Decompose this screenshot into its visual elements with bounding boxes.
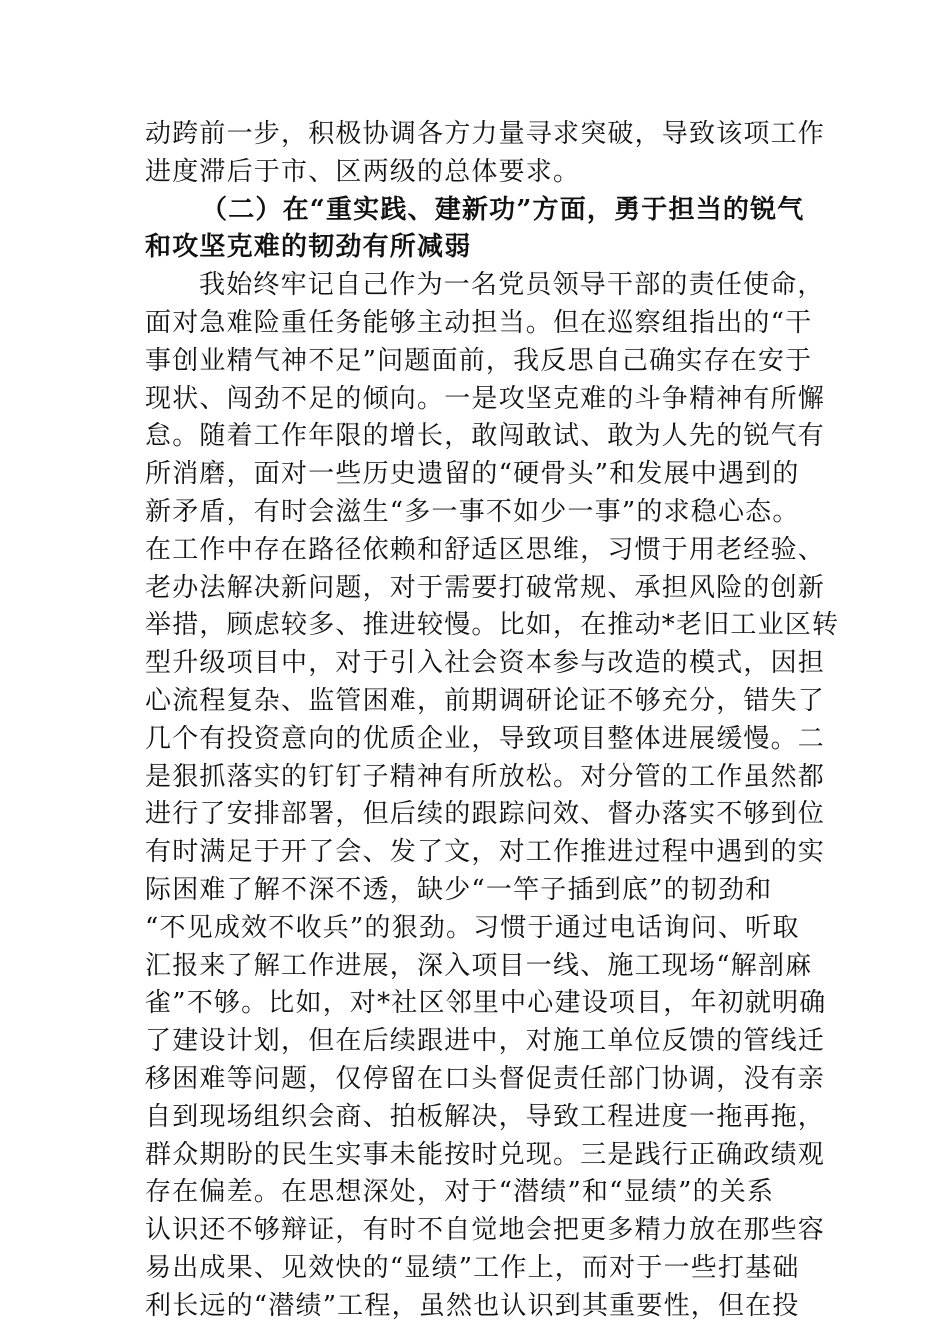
body-line-18: 是狠抓落实的钉钉子精神有所放松。对分管的工作虽然都 <box>145 761 826 792</box>
body-line-32: 利长远的“潜绩”工程，虽然也认识到其重要性，但在投 <box>145 1290 800 1321</box>
body-line-22: “不见成效不收兵”的狠劲。习惯于通过电话询问、听取 <box>145 912 800 943</box>
body-line-20: 有时满足于开了会、发了文，对工作推进过程中遇到的实 <box>145 837 826 868</box>
section-heading-line-1: （二）在“重实践、建新功”方面，勇于担当的锐气 <box>201 194 805 225</box>
body-line-2: 进度滞后于市、区两级的总体要求。 <box>145 156 581 187</box>
section-heading-line-2: 和攻坚克难的韧劲有所减弱 <box>145 232 472 263</box>
body-line-16: 心流程复杂、监管困难，前期调研论证不够充分，错失了 <box>145 685 826 716</box>
body-line-14: 举措，顾虑较多、推进较慢。比如，在推动*老旧工业区转 <box>145 610 840 641</box>
body-line-23: 汇报来了解工作进展，深入项目一线、施工现场“解剖麻 <box>145 950 813 981</box>
body-line-11: 新矛盾，有时会滋生“多一事不如少一事”的求稳心态。 <box>145 496 800 527</box>
body-line-27: 自到现场组织会商、拍板解决，导致工程进度一拖再拖， <box>145 1101 826 1132</box>
body-line-6: 面对急难险重任务能够主动担当。但在巡察组指出的“干 <box>145 307 813 338</box>
body-line-24: 雀”不够。比如，对*社区邻里中心建设项目，年初就明确 <box>145 988 827 1019</box>
paragraph-first-line: 我始终牢记自己作为一名党员领导干部的责任使命， <box>199 270 825 301</box>
body-line-12: 在工作中存在路径依赖和舒适区思维，习惯于用老经验、 <box>145 534 826 565</box>
body-line-17: 几个有投资意向的优质企业，导致项目整体进展缓慢。二 <box>145 723 826 754</box>
body-line-25: 了建设计划，但在后续跟进中，对施工单位反馈的管线迁 <box>145 1026 826 1057</box>
body-line-21: 际困难了解不深不透，缺少“一竿子插到底”的韧劲和 <box>145 874 773 905</box>
body-line-30: 认识还不够辩证，有时不自觉地会把更多精力放在那些容 <box>145 1215 826 1246</box>
body-line-8: 现状、闯劲不足的倾向。一是攻坚克难的斗争精神有所懈 <box>145 383 826 414</box>
body-line-15: 型升级项目中，对于引入社会资本参与改造的模式，因担 <box>145 648 826 679</box>
body-line-31: 易出成果、见效快的“显绩”工作上，而对于一些打基础 <box>145 1252 800 1283</box>
body-line-19: 进行了安排部署，但后续的跟踪问效、督办落实不够到位 <box>145 799 826 830</box>
body-line-28: 群众期盼的民生实事未能按时兑现。三是践行正确政绩观 <box>145 1139 826 1170</box>
body-line-9: 怠。随着工作年限的增长，敢闯敢试、敢为人先的锐气有 <box>145 421 826 452</box>
body-line-29: 存在偏差。在思想深处，对于“潜绩”和“显绩”的关系 <box>145 1177 775 1208</box>
body-line-13: 老办法解决新问题，对于需要打破常规、承担风险的创新 <box>145 572 826 603</box>
body-line-1: 动跨前一步，积极协调各方力量寻求突破，导致该项工作 <box>145 119 826 149</box>
document-page <box>145 116 840 1326</box>
body-line-7: 事创业精气神不足”问题面前，我反思自己确实存在安于 <box>145 345 813 376</box>
body-line-10: 所消磨，面对一些历史遗留的“硬骨头”和发展中遇到的 <box>145 459 800 490</box>
body-line-26: 移困难等问题，仅停留在口头督促责任部门协调，没有亲 <box>145 1063 826 1094</box>
